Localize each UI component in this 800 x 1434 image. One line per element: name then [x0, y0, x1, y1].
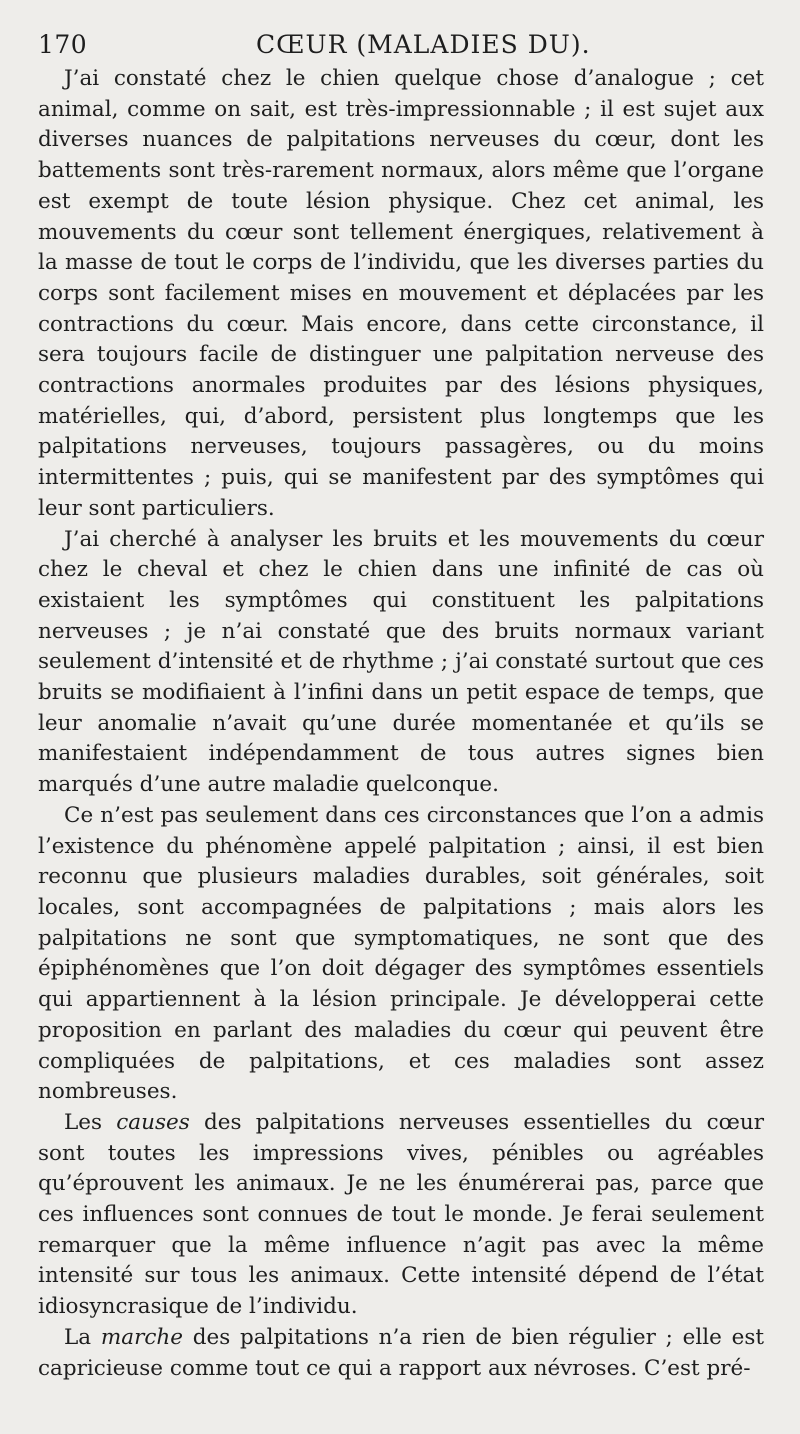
running-title: CŒUR (MALADIES DU).: [256, 30, 591, 59]
body-text: [38, 64, 764, 1384]
paragraph-4-italic: causes: [116, 1109, 190, 1135]
running-head: [38, 14, 764, 64]
paragraph-5-rest: des palpitations n’a rien de bien régulier ; elle est capricieuse comme tout ce qui a rapport aux névroses. C’est pré-: [38, 1324, 764, 1381]
paragraph-4: [38, 1108, 764, 1323]
paragraph-5-start: La: [64, 1324, 101, 1350]
paragraph-2: J’ai cherché à analyser les bruits et les mouvements du cœur chez le cheval et chez le chien dans une infinité de cas où existaient les symptômes qui constituent les palpitations nerveuses ; je n’ai constaté que des bruits normaux variant seulement d’intensité et de rhythme ; j’ai constaté surtout que ces bruits se modifiaient à l’infini dans un petit espace de temps, que leur anomalie n’avait qu’une durée momentanée et qu’ils se manifestaient indépendamment de tous autres signes bien marqués d’une autre maladie quelconque.: [38, 526, 764, 798]
paragraph-4-rest: des palpitations nerveuses essentielles du cœur sont toutes les impressions vives, pénibles ou agréables qu’éprouvent les animaux. Je ne les énumérerai pas, parce que ces influences sont connues de tout le monde. Je ferai seulement remarquer que la même influence n’agit pas avec la même intensité sur tous les animaux. Cette intensité dépend de l’état idiosyncrasique de l’individu.: [38, 1109, 765, 1320]
paragraph-5: [38, 1323, 764, 1384]
paragraph-1: J’ai constaté chez le chien quelque chose d’analogue ; cet animal, comme on sait, est très-impressionnable ; il est sujet aux diverses nuances de palpitations nerveuses du cœur, dont les battements sont très-rarement normaux, alors même que l’organe est exempt de toute lésion physique. Chez cet animal, les mouvements du cœur sont tellement énergiques, relativement à la masse de tout le corps de l’individu, que les diverses parties du corps sont facilement mises en mouvement et déplacées par les contractions du cœur. Mais encore, dans cette circonstance, il sera toujours facile de distinguer une palpitation nerveuse des contractions anormales produites par des lésions physiques, matérielles, qui, d’abord, persistent plus longtemps que les palpitations nerveuses, toujours passagères, ou du moins intermittentes ; puis, qui se manifestent par des symptômes qui leur sont particuliers.: [38, 66, 764, 521]
paragraph-3: Ce n’est pas seulement dans ces circonstances que l’on a admis l’existence du phénomène appelé palpitation ; ainsi, il est bien reconnu que plusieurs maladies durables, soit générales, soit locales, sont accompagnées de palpitations ; mais alors les palpitations ne sont que symptomatiques, ne sont que des épiphénomènes que l’on doit dégager des symptômes essentiels qui appartiennent à la lésion principale. Je développerai cette proposition en parlant des maladies du cœur qui peuvent être compliquées de palpitations, et ces maladies sont assez nombreuses.: [38, 802, 764, 1105]
paragraph-5-italic: marche: [100, 1324, 183, 1350]
paragraph-4-start: Les: [64, 1109, 117, 1135]
page-number: 170: [38, 30, 88, 59]
